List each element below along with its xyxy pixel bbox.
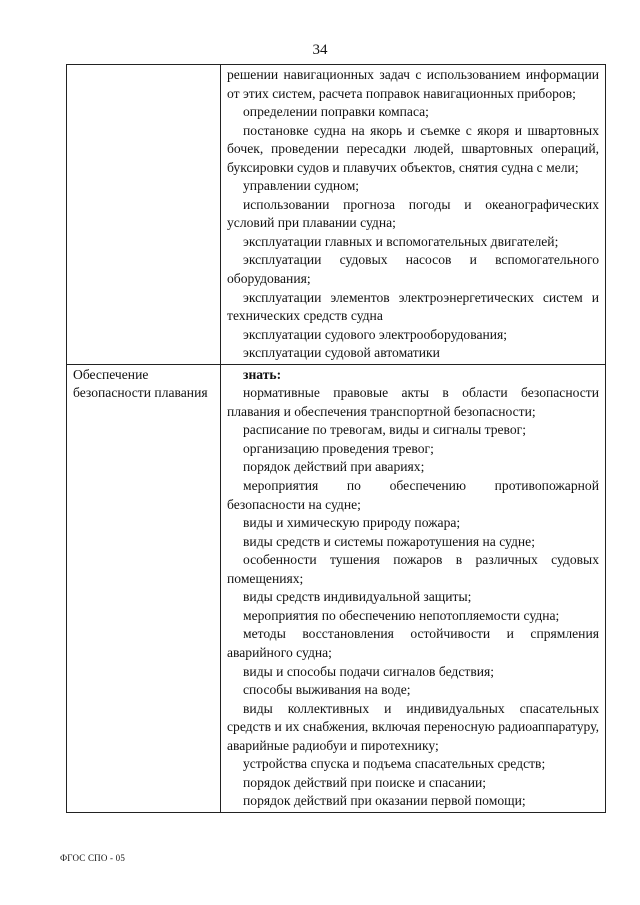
list-item: управлении судном; — [243, 178, 360, 194]
list-item: мероприятия по обеспечению непотопляемости судна; — [243, 607, 560, 623]
list-item: методы восстановления остойчивости и спрямления аварийного судна; — [227, 626, 599, 660]
list-item: нормативные правовые акты в области безопасности плавания и обеспечения транспортной безопасности; — [227, 385, 599, 419]
list-item: особенности тушения пожаров в различных судовых помещениях; — [227, 552, 599, 586]
table-row — [67, 65, 606, 365]
list-item: мероприятия по обеспечению противопожарной безопасности на судне; — [227, 478, 599, 512]
list-item: порядок действий при поиске и спасании; — [243, 774, 487, 790]
list-item: устройства спуска и подъема спасательных средств; — [243, 756, 546, 772]
content-cell — [221, 364, 606, 812]
list-item: постановке судна на якорь и съемке с якоря и швартовных бочек, проведении пересадки людей, швартовных операций, буксировки судов и плавучих объектов, снятия судна с мели; — [227, 122, 599, 175]
content-cell — [221, 65, 606, 365]
list-item: эксплуатации судовой автоматики — [243, 345, 440, 361]
table-row — [67, 364, 606, 812]
list-item: решении навигационных задач с использованием информации от этих систем, расчета поправок навигационных приборов; — [227, 67, 599, 101]
list-item: определении поправки компаса; — [243, 104, 429, 120]
list-item: порядок действий при оказании первой помощи; — [243, 793, 526, 809]
list-item: расписание по тревогам, виды и сигналы тревог; — [243, 422, 527, 438]
list-item: виды и химическую природу пожара; — [243, 515, 461, 531]
list-item: виды коллективных и индивидуальных спасательных средств и их снабжения, включая переносную радиоаппаратуру, аварийные радиобуи и пиротехнику; — [227, 700, 599, 753]
content-lines — [227, 384, 599, 811]
competency-table — [66, 64, 606, 813]
page-number: 34 — [312, 42, 328, 58]
section-cell — [67, 65, 221, 365]
footer-code: ФГОС СПО - 05 — [60, 853, 126, 863]
list-item: способы выживания на воде; — [243, 682, 411, 698]
list-item: виды и способы подачи сигналов бедствия; — [243, 663, 495, 679]
know-heading: знать: — [243, 366, 282, 382]
section-cell: Обеспечение безопасности плавания — [67, 364, 221, 812]
list-item: виды средств и системы пожаротушения на судне; — [243, 533, 535, 549]
list-item: виды средств индивидуальной защиты; — [243, 589, 472, 605]
list-item: эксплуатации элементов электроэнергетических систем и технических средств судна — [227, 289, 599, 324]
list-item: эксплуатации главных и вспомогательных двигателей; — [243, 233, 559, 249]
list-item: эксплуатации судового электрооборудования; — [243, 326, 508, 342]
list-item: использовании прогноза погоды и океанографических условий при плавании судна; — [227, 196, 599, 231]
content-lines — [227, 66, 599, 363]
list-item: организацию проведения тревог; — [243, 440, 434, 456]
list-item: эксплуатации судовых насосов и вспомогательного оборудования; — [227, 252, 599, 287]
list-item: порядок действий при авариях; — [243, 459, 425, 475]
